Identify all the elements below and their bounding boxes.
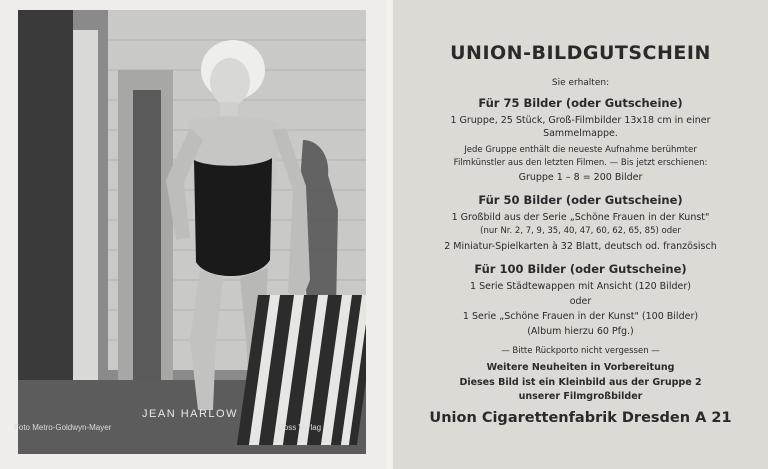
section-heading-50: Für 50 Bilder (oder Gutscheine)	[478, 193, 683, 207]
section-heading-75: Für 75 Bilder (oder Gutscheine)	[478, 96, 683, 110]
group-info-line-2: unserer Filmgroßbilder	[518, 391, 643, 402]
section-50-line-1: 1 Großbild aus der Serie „Schöne Frauen in der Kunst"	[451, 212, 710, 223]
return-postage-note: — Bitte Rückporto nicht vergessen —	[501, 346, 660, 356]
publisher-credit: Doss Verlag	[278, 423, 322, 432]
section-75-line-5: Gruppe 1 – 8 = 200 Bilder	[518, 172, 643, 183]
section-75-line-1: 1 Gruppe, 25 Stück, Groß-Filmbilder 13x18 cm in einer	[450, 115, 711, 126]
section-75-line-3: Jede Gruppe enthält die neueste Aufnahme berühmter	[464, 145, 697, 155]
coupon-title: UNION-BILDGUTSCHEIN	[450, 42, 711, 64]
company-footer: Union Cigarettenfabrik Dresden A 21	[429, 410, 732, 426]
more-news-line: Weitere Neuheiten in Vorbereitung	[486, 362, 675, 373]
photo-illustration	[18, 10, 366, 454]
section-100-line-2: oder	[569, 296, 592, 307]
coupon-card	[393, 0, 768, 469]
actress-name-caption: JEAN HARLOW	[142, 408, 238, 420]
section-75-line-4: Filmkünstler aus den letzten Filmen. — Bis jetzt erschienen:	[453, 158, 708, 168]
section-50-line-2: (nur Nr. 2, 7, 9, 35, 40, 47, 60, 62, 65, 85) oder	[480, 226, 681, 236]
section-100-line-3: 1 Serie „Schöne Frauen in der Kunst" (100 Bilder)	[462, 311, 699, 322]
section-75-line-2: Sammelmappe.	[543, 128, 618, 139]
photo-credit: Foto Metro-Goldwyn-Mayer	[14, 423, 112, 432]
section-heading-100: Für 100 Bilder (oder Gutscheine)	[474, 262, 687, 276]
section-100-line-4: (Album hierzu 60 Pfg.)	[527, 326, 634, 337]
section-50-line-3: 2 Miniatur-Spielkarten à 32 Blatt, deutsch od. französisch	[444, 241, 717, 252]
portrait-photo	[18, 10, 366, 454]
intro-text: Sie erhalten:	[551, 78, 610, 88]
group-info-line: Dieses Bild ist ein Kleinbild aus der Gruppe 2	[459, 377, 702, 388]
section-100-line-1: 1 Serie Städtewappen mit Ansicht (120 Bilder)	[470, 281, 691, 292]
